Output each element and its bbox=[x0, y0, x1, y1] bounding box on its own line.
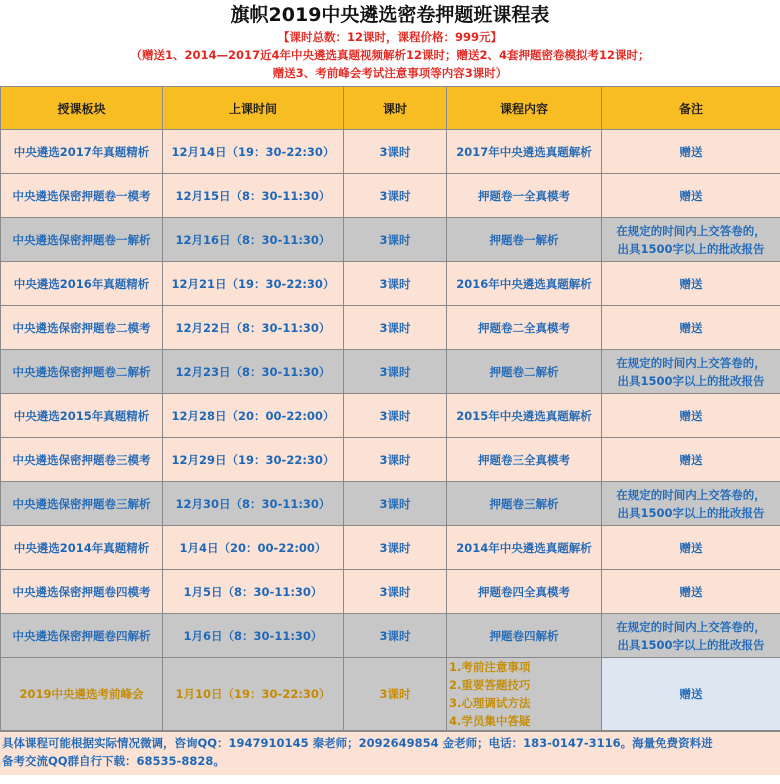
cell-time: 12月15日（8：30-11:30） bbox=[163, 174, 344, 218]
note-text: 在规定的时间内上交答卷的， bbox=[616, 487, 766, 502]
cell-module: 中央遴选保密押题卷二模考 bbox=[1, 306, 163, 350]
note-text: 赠送 bbox=[679, 144, 703, 159]
header-content: 课程内容 bbox=[447, 87, 602, 130]
cell-hours: 3课时 bbox=[344, 438, 447, 482]
page-title: 旗帜2019中央遴选密卷押题班课程表 bbox=[230, 4, 550, 26]
cell-hours: 3课时 bbox=[344, 658, 447, 731]
table-row bbox=[1, 482, 780, 526]
cell-hours: 3课时 bbox=[344, 130, 447, 174]
cell-content: 2016年中央遴选真题解析 bbox=[447, 262, 602, 306]
header-hours: 课时 bbox=[344, 87, 447, 130]
cell-hours: 3课时 bbox=[344, 306, 447, 350]
gift-line-1: （赠送1、2014—2017近4年中央遴选真题视频解析12课时；赠送2、4套押题密卷模拟考12课时； bbox=[130, 48, 650, 62]
cell-module: 中央遴选保密押题卷一解析 bbox=[1, 218, 163, 262]
content-item: 1.考前注意事项 bbox=[449, 660, 531, 674]
cell-content: 押题卷二解析 bbox=[447, 350, 602, 394]
cell-time: 12月21日（19：30-22:30） bbox=[163, 262, 344, 306]
note-text: 赠送 bbox=[679, 540, 703, 555]
footer-line-2: 备考交流QQ群自行下载：68535-8828。 bbox=[2, 754, 225, 768]
cell-time: 12月23日（8：30-11:30） bbox=[163, 350, 344, 394]
content-item: 3.心理调试方法 bbox=[449, 696, 531, 710]
note-text-2: 出具1500字以上的批改报告 bbox=[617, 241, 765, 256]
table-row bbox=[1, 438, 780, 482]
cell-module: 中央遴选保密押题卷二解析 bbox=[1, 350, 163, 394]
cell-time: 12月28日（20：00-22:00） bbox=[163, 394, 344, 438]
note-text: 赠送 bbox=[679, 584, 703, 599]
table-row bbox=[1, 570, 780, 614]
cell-module: 中央遴选保密押题卷四模考 bbox=[1, 570, 163, 614]
header-module: 授课板块 bbox=[1, 87, 163, 130]
cell-module: 中央遴选保密押题卷一模考 bbox=[1, 174, 163, 218]
cell-hours: 3课时 bbox=[344, 482, 447, 526]
cell-note bbox=[602, 438, 780, 482]
course-summary: 【课时总数：12课时，课程价格：999元】 bbox=[277, 30, 502, 44]
cell-note bbox=[602, 218, 780, 262]
cell-hours: 3课时 bbox=[344, 350, 447, 394]
cell-module: 中央遴选保密押题卷四解析 bbox=[1, 614, 163, 658]
cell-note bbox=[602, 482, 780, 526]
cell-module: 中央遴选保密押题卷三模考 bbox=[1, 438, 163, 482]
cell-module: 中央遴选2017年真题精析 bbox=[1, 130, 163, 174]
table-row bbox=[1, 306, 780, 350]
table-header-row bbox=[1, 87, 780, 130]
note-text: 赠送 bbox=[679, 408, 703, 423]
cell-note bbox=[602, 306, 780, 350]
cell-hours: 3课时 bbox=[344, 218, 447, 262]
table-row-peak bbox=[1, 658, 780, 731]
cell-hours: 3课时 bbox=[344, 174, 447, 218]
cell-content: 押题卷四解析 bbox=[447, 614, 602, 658]
header-time: 上课时间 bbox=[163, 87, 344, 130]
note-text: 在规定的时间内上交答卷的， bbox=[616, 619, 766, 634]
footer-line-1: 具体课程可能根据实际情况微调，咨询QQ：1947910145 秦老师；2092649854 金老师；电话：183-0147-3116。海量免费资料进 bbox=[2, 736, 713, 750]
cell-note bbox=[602, 130, 780, 174]
note-text-2: 出具1500字以上的批改报告 bbox=[617, 637, 765, 652]
cell-hours: 3课时 bbox=[344, 262, 447, 306]
cell-hours: 3课时 bbox=[344, 614, 447, 658]
cell-hours: 3课时 bbox=[344, 526, 447, 570]
cell-note bbox=[602, 350, 780, 394]
cell-note bbox=[602, 526, 780, 570]
note-text-2: 出具1500字以上的批改报告 bbox=[617, 373, 765, 388]
cell-time: 12月29日（19：30-22:30） bbox=[163, 438, 344, 482]
table-row bbox=[1, 526, 780, 570]
cell-hours: 3课时 bbox=[344, 394, 447, 438]
cell-hours: 3课时 bbox=[344, 570, 447, 614]
schedule-table bbox=[0, 86, 780, 731]
table-row bbox=[1, 130, 780, 174]
cell-note bbox=[602, 174, 780, 218]
cell-content-list bbox=[447, 658, 602, 731]
cell-module: 中央遴选2015年真题精析 bbox=[1, 394, 163, 438]
cell-note: 赠送 bbox=[602, 658, 780, 731]
note-text: 赠送 bbox=[679, 188, 703, 203]
table-row bbox=[1, 218, 780, 262]
cell-time: 12月30日（8：30-11:30） bbox=[163, 482, 344, 526]
footer-note bbox=[0, 731, 780, 775]
cell-content: 押题卷一全真模考 bbox=[447, 174, 602, 218]
cell-time: 1月10日（19：30-22:30） bbox=[163, 658, 344, 731]
cell-time: 1月5日（8：30-11:30） bbox=[163, 570, 344, 614]
cell-content: 押题卷二全真模考 bbox=[447, 306, 602, 350]
cell-note bbox=[602, 570, 780, 614]
cell-module: 中央遴选2016年真题精析 bbox=[1, 262, 163, 306]
note-text: 赠送 bbox=[679, 320, 703, 335]
table-row bbox=[1, 262, 780, 306]
page-header bbox=[0, 0, 780, 86]
cell-note bbox=[602, 614, 780, 658]
cell-module: 中央遴选2014年真题精析 bbox=[1, 526, 163, 570]
content-item: 2.重要答题技巧 bbox=[449, 678, 531, 692]
cell-content: 2015年中央遴选真题解析 bbox=[447, 394, 602, 438]
gift-line-2: 赠送3、考前峰会考试注意事项等内容3课时） bbox=[272, 66, 508, 80]
note-text: 在规定的时间内上交答卷的， bbox=[616, 355, 766, 370]
cell-note bbox=[602, 394, 780, 438]
header-note: 备注 bbox=[602, 87, 780, 130]
cell-time: 12月16日（8：30-11:30） bbox=[163, 218, 344, 262]
table-row bbox=[1, 174, 780, 218]
note-text: 在规定的时间内上交答卷的， bbox=[616, 223, 766, 238]
cell-time: 12月14日（19：30-22:30） bbox=[163, 130, 344, 174]
cell-note bbox=[602, 262, 780, 306]
note-text: 赠送 bbox=[679, 452, 703, 467]
content-item: 4.学员集中答疑 bbox=[449, 714, 531, 728]
cell-content: 2017年中央遴选真题解析 bbox=[447, 130, 602, 174]
cell-time: 12月22日（8：30-11:30） bbox=[163, 306, 344, 350]
cell-content: 2014年中央遴选真题解析 bbox=[447, 526, 602, 570]
cell-content: 押题卷一解析 bbox=[447, 218, 602, 262]
cell-content: 押题卷四全真模考 bbox=[447, 570, 602, 614]
cell-content: 押题卷三全真模考 bbox=[447, 438, 602, 482]
table-row bbox=[1, 394, 780, 438]
table-row bbox=[1, 614, 780, 658]
cell-module: 中央遴选保密押题卷三解析 bbox=[1, 482, 163, 526]
table-row bbox=[1, 350, 780, 394]
cell-time: 1月4日（20：00-22:00） bbox=[163, 526, 344, 570]
cell-time: 1月6日（8：30-11:30） bbox=[163, 614, 344, 658]
cell-content: 押题卷三解析 bbox=[447, 482, 602, 526]
note-text: 赠送 bbox=[679, 276, 703, 291]
note-text-2: 出具1500字以上的批改报告 bbox=[617, 505, 765, 520]
cell-module: 2019中央遴选考前峰会 bbox=[1, 658, 163, 731]
